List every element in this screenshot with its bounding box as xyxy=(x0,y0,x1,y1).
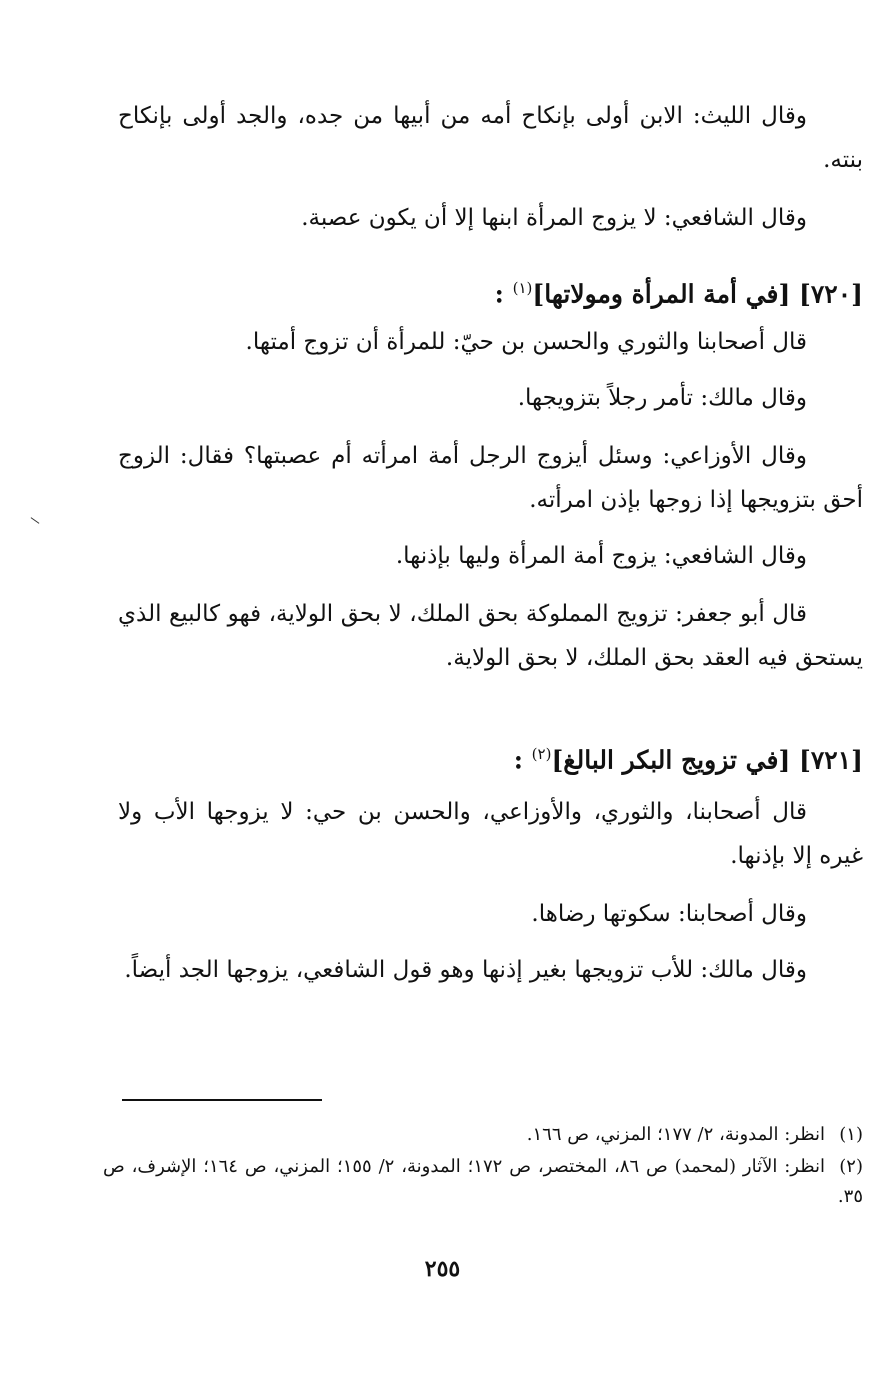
footnote-ref: (١) xyxy=(512,279,533,297)
paragraph: قال أبو جعفر: تزويج المملوكة بحق الملك، لا بحق الولاية، فهو كالبيع الذي يستحق فيه العقد بحق الملك، لا بحق الولاية. xyxy=(118,601,863,671)
paragraph: وقال الأوزاعي: وسئل أيزوج الرجل أمة امرأته أم عصبتها؟ فقال: الزوج أحق بتزويجها إذا زوجها بإذن امرأته. xyxy=(118,443,863,513)
paragraph: وقال أصحابنا: سكوتها رضاها. xyxy=(531,901,807,927)
footnote-text: انظر: المدونة، ٢/ ١٧٧؛ المزني، ص ١٦٦. xyxy=(526,1124,825,1145)
section-heading-721 xyxy=(118,732,863,782)
footnote-divider xyxy=(122,1099,322,1101)
paragraph-laith: وقال الليث: الابن أولى بإنكاح أمه من أبيها من جده، والجد أولى بإنكاح بنته. xyxy=(118,103,863,173)
paragraph: قال أصحابنا، والثوري، والأوزاعي، والحسن بن حي: لا يزوجها الأب ولا غيره إلا بإذنها. xyxy=(118,799,863,869)
section-title: [في تزويج البكر البالغ] xyxy=(551,745,791,775)
footnote-text: انظر: الآثار (لمحمد) ص ٨٦، المختصر، ص ١٧٢؛ المدونة، ٢/ ١٥٥؛ المزني، ص ١٦٤؛ الإشرف، ص ٣٥. xyxy=(103,1156,863,1207)
paragraph: وقال الشافعي: يزوج أمة المرأة وليها بإذنها. xyxy=(395,543,807,569)
section-title: [في أمة المرأة ومولاتها] xyxy=(532,279,791,309)
footnote-number: (١) xyxy=(839,1124,863,1145)
footnote-ref: (٢) xyxy=(531,745,552,763)
section-number: [٧٢١] xyxy=(799,745,863,775)
paragraph: قال أصحابنا والثوري والحسن بن حيّ: للمرأة أن تزوج أمتها. xyxy=(245,329,807,355)
footnote-1 xyxy=(103,1120,863,1150)
section-number: [٧٢٠] xyxy=(799,279,863,309)
heading-colon: : xyxy=(513,745,523,775)
section-heading-720 xyxy=(118,266,863,316)
paragraph-shafii: وقال الشافعي: لا يزوج المرأة ابنها إلا أن يكون عصبة. xyxy=(301,205,807,231)
scan-mark xyxy=(31,517,40,524)
heading-colon: : xyxy=(494,279,504,309)
page-number: ٢٥٥ xyxy=(424,1256,461,1282)
footnote-2 xyxy=(103,1152,863,1212)
paragraph: وقال مالك: تأمر رجلاً بتزويجها. xyxy=(517,385,807,411)
footnote-number: (٢) xyxy=(839,1156,863,1177)
paragraph: وقال مالك: للأب تزويجها بغير إذنها وهو قول الشافعي، يزوجها الجد أيضاً. xyxy=(124,957,807,983)
